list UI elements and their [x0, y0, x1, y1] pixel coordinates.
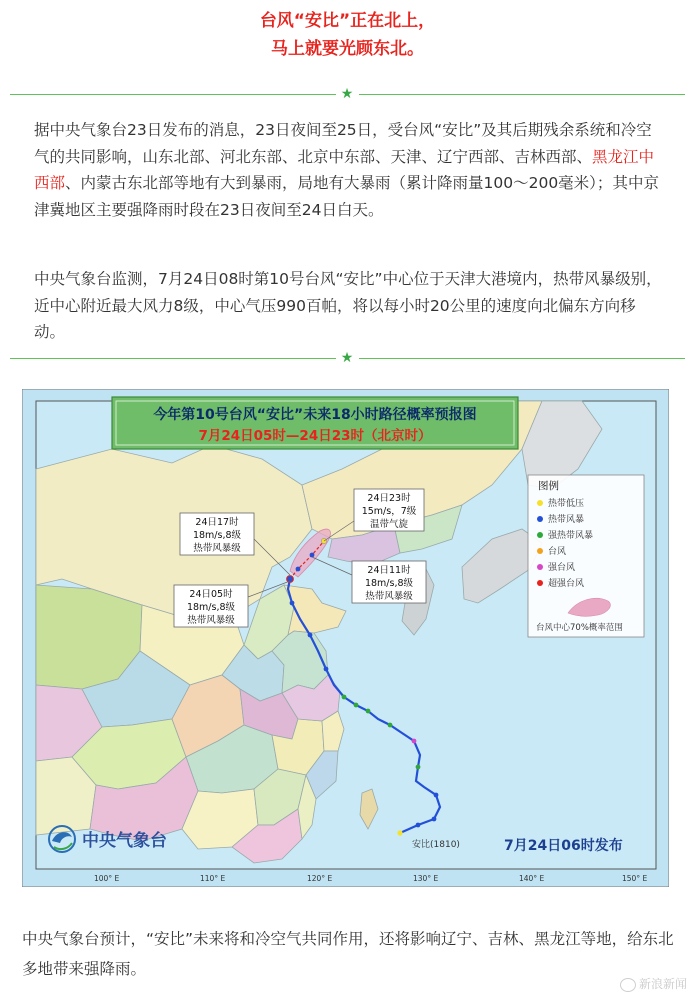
lon-tick: 140° E [519, 874, 545, 883]
legend-label: 超强台风 [548, 579, 585, 589]
lon-tick: 110° E [200, 874, 226, 883]
track-point [397, 830, 402, 835]
legend-prob-label: 台风中心70%概率范围 [536, 623, 623, 633]
callout-text: 24日23时 [367, 493, 411, 504]
callout-text: 24日05时 [189, 589, 233, 600]
legend-dot [537, 500, 543, 506]
lon-tick: 120° E [307, 874, 333, 883]
paragraph-forecast [34, 117, 666, 223]
track-point [308, 633, 313, 638]
typhoon-track-map [22, 389, 669, 887]
paragraph-monitoring: 中央气象台监测，7月24日08时第10号台风“安比”中心位于天津大港境内，热带风暴级别，近中心附近最大风力8级，中心气压990百帕，将以每小时20公里的速度向北偏东方向移动。 [34, 270, 662, 341]
callout-text: 15m/s，7级 [361, 506, 417, 517]
legend-title: 图例 [538, 480, 559, 492]
paragraph-outlook: 中央气象台预计，“安比”未来将和冷空气共同作用，还将影响辽宁、吉林、黑龙江等地，给东北多地带来强降雨。 [22, 930, 674, 978]
callout-text: 18m/s,8级 [364, 578, 414, 589]
divider-top [10, 86, 685, 102]
agency-name: 中央气象台 [82, 831, 167, 851]
highlight-heilongjiang: 黑龙江中西部 [34, 147, 655, 192]
callout-text: 热带风暴级 [193, 543, 241, 554]
headline-line-1: 台风“安比”正在北上， [259, 11, 436, 31]
legend-dot [537, 516, 543, 522]
track-point [310, 553, 315, 558]
track-point [388, 723, 393, 728]
legend-dot [537, 548, 543, 554]
lon-tick: 150° E [622, 874, 648, 883]
star-icon: ★ [340, 86, 354, 102]
track-point [434, 793, 439, 798]
issue-time: 7月24日06时发布 [504, 838, 623, 854]
map-subtitle: 7月24日05时—24日23时（北京时） [198, 428, 432, 444]
legend-label: 台风 [548, 547, 567, 557]
legend-dot [537, 580, 543, 586]
track-point [290, 601, 295, 606]
callout-text: 热带风暴级 [365, 591, 413, 602]
storm-label: 安比(1810) [412, 840, 460, 850]
track-point [416, 823, 421, 828]
track-point [366, 709, 371, 714]
callout-text: 18m/s,8级 [186, 602, 236, 613]
watermark-text: 新浪新闻 [638, 977, 687, 991]
star-icon: ★ [340, 350, 354, 366]
paragraph-forecast-text-end: 、内蒙古东北部等地有大到暴雨，局地有大暴雨（累计降雨量100～200毫米）；其中京津冀地区主要强降雨时段在23日夜间至24日白天。 [34, 174, 659, 219]
track-point [354, 703, 359, 708]
callout-text: 温带气旋 [369, 519, 409, 530]
track-point [324, 667, 329, 672]
divider-middle [10, 350, 685, 366]
callout-text: 24日11时 [367, 565, 411, 576]
weibo-icon [620, 978, 636, 992]
legend-label: 热带低压 [548, 499, 585, 509]
paragraph-forecast-text: 据中央气象台23日发布的消息，23日夜间至25日，受台风“安比”及其后期残余系统和冷空气的共同影响，山东北部、河北东部、北京中东部、天津、辽宁西部、吉林西部、 [34, 121, 652, 166]
legend-dot [537, 532, 543, 538]
track-point [432, 817, 437, 822]
callout-text: 18m/s,8级 [192, 530, 242, 541]
lon-tick: 100° E [94, 874, 120, 883]
watermark [620, 975, 687, 992]
headline-line-2: 马上就要光顾东北。 [271, 39, 424, 59]
legend-label: 强热带风暴 [548, 531, 594, 541]
current-position [287, 576, 294, 583]
legend-label: 强台风 [548, 563, 576, 573]
track-point [412, 739, 417, 744]
track-point [296, 567, 301, 572]
lon-tick: 130° E [413, 874, 439, 883]
callout-text: 24日17时 [195, 517, 239, 528]
legend-label: 热带风暴 [548, 515, 585, 525]
legend-dot [537, 564, 543, 570]
track-point [342, 695, 347, 700]
map-legend [528, 475, 644, 637]
track-point [416, 765, 421, 770]
map-title: 今年第10号台风“安比”未来18小时路径概率预报图 [153, 407, 477, 423]
callout-text: 热带风暴级 [187, 615, 235, 626]
